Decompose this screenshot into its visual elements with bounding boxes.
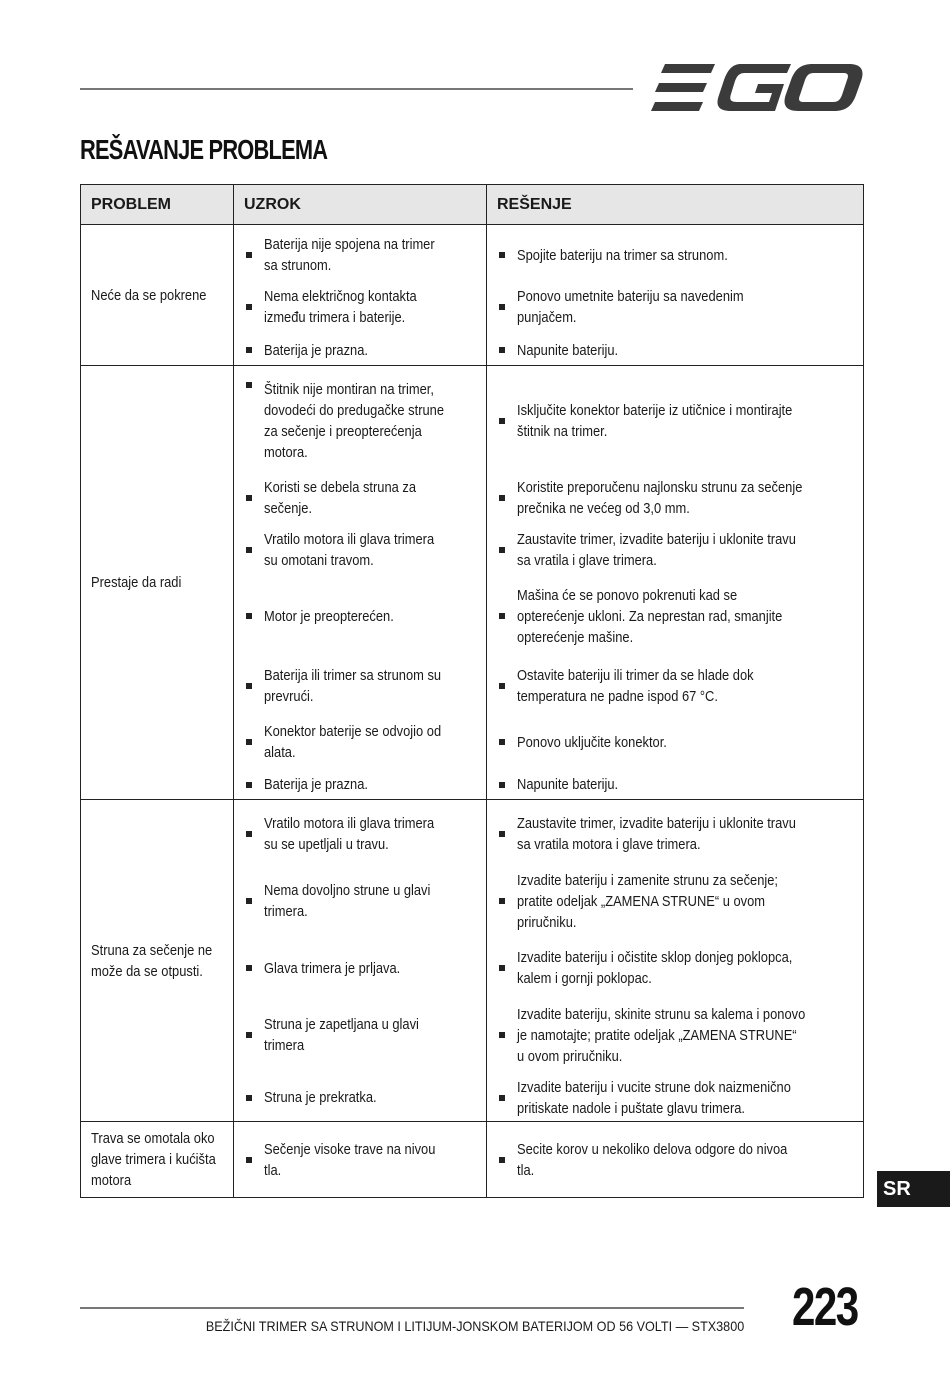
list-item — [497, 526, 853, 574]
column-header-cause: UZROK — [234, 185, 487, 225]
problem-cell — [81, 1122, 234, 1198]
cause-cell — [234, 366, 487, 800]
problem-text: Prestaje da radi — [91, 574, 182, 591]
solution-text: Ponovo uključite konektor. — [517, 733, 667, 751]
cause-text: Struna je zapetljana u glavi trimera — [264, 1016, 419, 1054]
table-header-row — [81, 185, 864, 225]
table-row — [81, 1122, 864, 1198]
bullet-icon — [499, 547, 505, 553]
bullet-icon — [499, 304, 505, 310]
bullet-icon — [246, 965, 252, 971]
solution-text: Secite korov u nekoliko delova odgore do nivoa tla. — [517, 1140, 788, 1179]
footer-text: BEŽIČNI TRIMER SA STRUNOM I LITIJUM-JONSKOM BATERIJOM OD 56 VOLTI — STX3800 — [205, 1318, 744, 1334]
table-row — [81, 800, 864, 1122]
list-item — [497, 806, 853, 862]
ego-logo — [651, 64, 863, 112]
solution-cell — [487, 366, 864, 800]
bullet-icon — [246, 831, 252, 837]
bullet-icon — [246, 547, 252, 553]
table-row — [81, 225, 864, 366]
bullet-icon — [499, 965, 505, 971]
bullet-icon — [246, 1157, 252, 1163]
bullet-icon — [246, 304, 252, 310]
problem-text: Trava se omotala oko glave trimera i kućišta motora — [91, 1130, 216, 1189]
solution-text: Spojite bateriju na trimer sa strunom. — [517, 246, 728, 264]
cause-text: Vratilo motora ili glava trimera su omotani travom. — [264, 531, 435, 569]
bullet-icon — [499, 683, 505, 689]
list-item — [244, 862, 476, 940]
list-item — [244, 526, 476, 574]
bullet-icon — [499, 252, 505, 258]
list-item — [244, 372, 476, 470]
bullet-icon — [499, 782, 505, 788]
bullet-icon — [499, 347, 505, 353]
cause-text: Baterija nije spojena na trimer sa strunom. — [264, 236, 435, 274]
list-item — [497, 996, 853, 1074]
solution-text: Mašina će se ponovo pokrenuti kad se opterećenje ukloni. Za neprestan rad, smanjite opterećenje mašine. — [517, 586, 783, 646]
list-item — [497, 770, 853, 799]
list-item — [244, 1130, 476, 1190]
solution-text: Zaustavite trimer, izvadite bateriju i uklonite travu sa vratila i glave trimera. — [517, 531, 796, 569]
list-item — [497, 372, 853, 470]
cause-text: Motor je preopterećen. — [264, 607, 394, 625]
list-item — [244, 940, 476, 996]
list-item — [244, 470, 476, 526]
page-number: 223 — [792, 1277, 858, 1337]
solution-text: Izvadite bateriju i zamenite strunu za sečenje; pratite odeljak „ZAMENA STRUNE“ u ovom priručniku. — [517, 871, 779, 931]
cause-text: Struna je prekratka. — [264, 1089, 377, 1106]
solution-text: Zaustavite trimer, izvadite bateriju i uklonite travu sa vratila motora i glave trimera. — [517, 815, 796, 853]
solution-text: Napunite bateriju. — [517, 341, 619, 359]
cause-text: Vratilo motora ili glava trimera su se upetljali u travu. — [264, 815, 435, 853]
bullet-icon — [499, 831, 505, 837]
bullet-icon — [246, 495, 252, 501]
list-item — [244, 658, 476, 714]
troubleshooting-table — [80, 184, 864, 1198]
cause-text: Nema električnog kontakta između trimera i baterije. — [264, 288, 417, 326]
bullet-icon — [499, 418, 505, 424]
cause-text: Baterija je prazna. — [264, 341, 368, 359]
list-item — [497, 714, 853, 770]
problem-text: Neće da se pokrene — [91, 286, 207, 304]
bullet-icon — [246, 382, 252, 388]
problem-cell — [81, 800, 234, 1122]
column-header-problem: PROBLEM — [81, 185, 234, 225]
list-item — [497, 1130, 853, 1190]
bullet-icon — [246, 739, 252, 745]
list-item — [244, 1074, 476, 1121]
list-item — [244, 714, 476, 770]
list-item — [497, 1074, 853, 1121]
footer-rule — [80, 1307, 744, 1309]
cause-cell — [234, 1122, 487, 1198]
problem-text: Struna za sečenje ne može da se otpusti. — [91, 941, 213, 980]
list-item — [497, 231, 853, 279]
list-item — [244, 770, 476, 799]
cause-cell — [234, 225, 487, 366]
cause-text: Baterija je prazna. — [264, 776, 368, 793]
cause-text: Nema dovoljno strune u glavi trimera. — [264, 882, 431, 920]
column-header-solution: REŠENJE — [487, 185, 864, 225]
solution-text: Izvadite bateriju i vucite strune dok naizmenično pritiskate nadole i puštate glavu trimera. — [517, 1078, 791, 1117]
cause-text: Baterija ili trimer sa strunom su prevrući. — [264, 667, 442, 705]
list-item — [497, 862, 853, 940]
solution-cell — [487, 800, 864, 1122]
problem-cell — [81, 366, 234, 800]
solution-text: Ponovo umetnite bateriju sa navedenim punjačem. — [517, 288, 744, 326]
bullet-icon — [499, 1157, 505, 1163]
cause-text: Štitnik nije montiran na trimer, dovodeći do predugačke strune za sečenje i preopterećenja motora. — [264, 381, 445, 461]
cause-text: Koristi se debela struna za sečenje. — [264, 479, 417, 517]
bullet-icon — [246, 683, 252, 689]
list-item — [244, 335, 476, 365]
list-item — [244, 574, 476, 658]
solution-text: Izvadite bateriju i očistite sklop donjeg poklopca, kalem i gornji poklopac. — [517, 949, 793, 987]
solution-text: Napunite bateriju. — [517, 776, 619, 793]
list-item — [244, 231, 476, 279]
bullet-icon — [246, 252, 252, 258]
cause-text: Glava trimera je prljava. — [264, 959, 401, 977]
problem-cell — [81, 225, 234, 366]
solution-cell — [487, 225, 864, 366]
solution-text: Koristite preporučenu najlonsku strunu za sečenje prečnika ne većeg od 3,0 mm. — [517, 479, 803, 517]
solution-cell — [487, 1122, 864, 1198]
table-row — [81, 366, 864, 800]
list-item — [497, 574, 853, 658]
bullet-icon — [246, 1032, 252, 1038]
page-title: REŠAVANJE PROBLEMA — [80, 134, 328, 165]
list-item — [497, 279, 853, 335]
bullet-icon — [246, 1095, 252, 1101]
list-item — [497, 470, 853, 526]
bullet-icon — [246, 347, 252, 353]
bullet-icon — [499, 1095, 505, 1101]
bullet-icon — [499, 1032, 505, 1038]
solution-text: Isključite konektor baterije iz utičnice i montirajte štitnik na trimer. — [517, 402, 793, 440]
cause-text: Konektor baterije se odvojio od alata. — [264, 723, 442, 761]
cause-text: Sečenje visoke trave na nivou tla. — [264, 1140, 436, 1179]
language-tab: SR — [877, 1171, 950, 1207]
bullet-icon — [246, 898, 252, 904]
list-item — [244, 806, 476, 862]
bullet-icon — [246, 613, 252, 619]
list-item — [497, 940, 853, 996]
cause-cell — [234, 800, 487, 1122]
solution-text: Izvadite bateriju, skinite strunu sa kalema i ponovo je namotajte; pratite odeljak „ZAMENA STRUNE“ u ovom priručniku. — [517, 1005, 806, 1065]
list-item — [244, 279, 476, 335]
list-item — [244, 996, 476, 1074]
bullet-icon — [499, 898, 505, 904]
bullet-icon — [499, 739, 505, 745]
bullet-icon — [246, 782, 252, 788]
bullet-icon — [499, 613, 505, 619]
list-item — [497, 335, 853, 365]
solution-text: Ostavite bateriju ili trimer da se hlade dok temperatura ne padne ispod 67 °C. — [517, 667, 754, 705]
list-item — [497, 658, 853, 714]
header-rule — [80, 88, 633, 90]
bullet-icon — [499, 495, 505, 501]
